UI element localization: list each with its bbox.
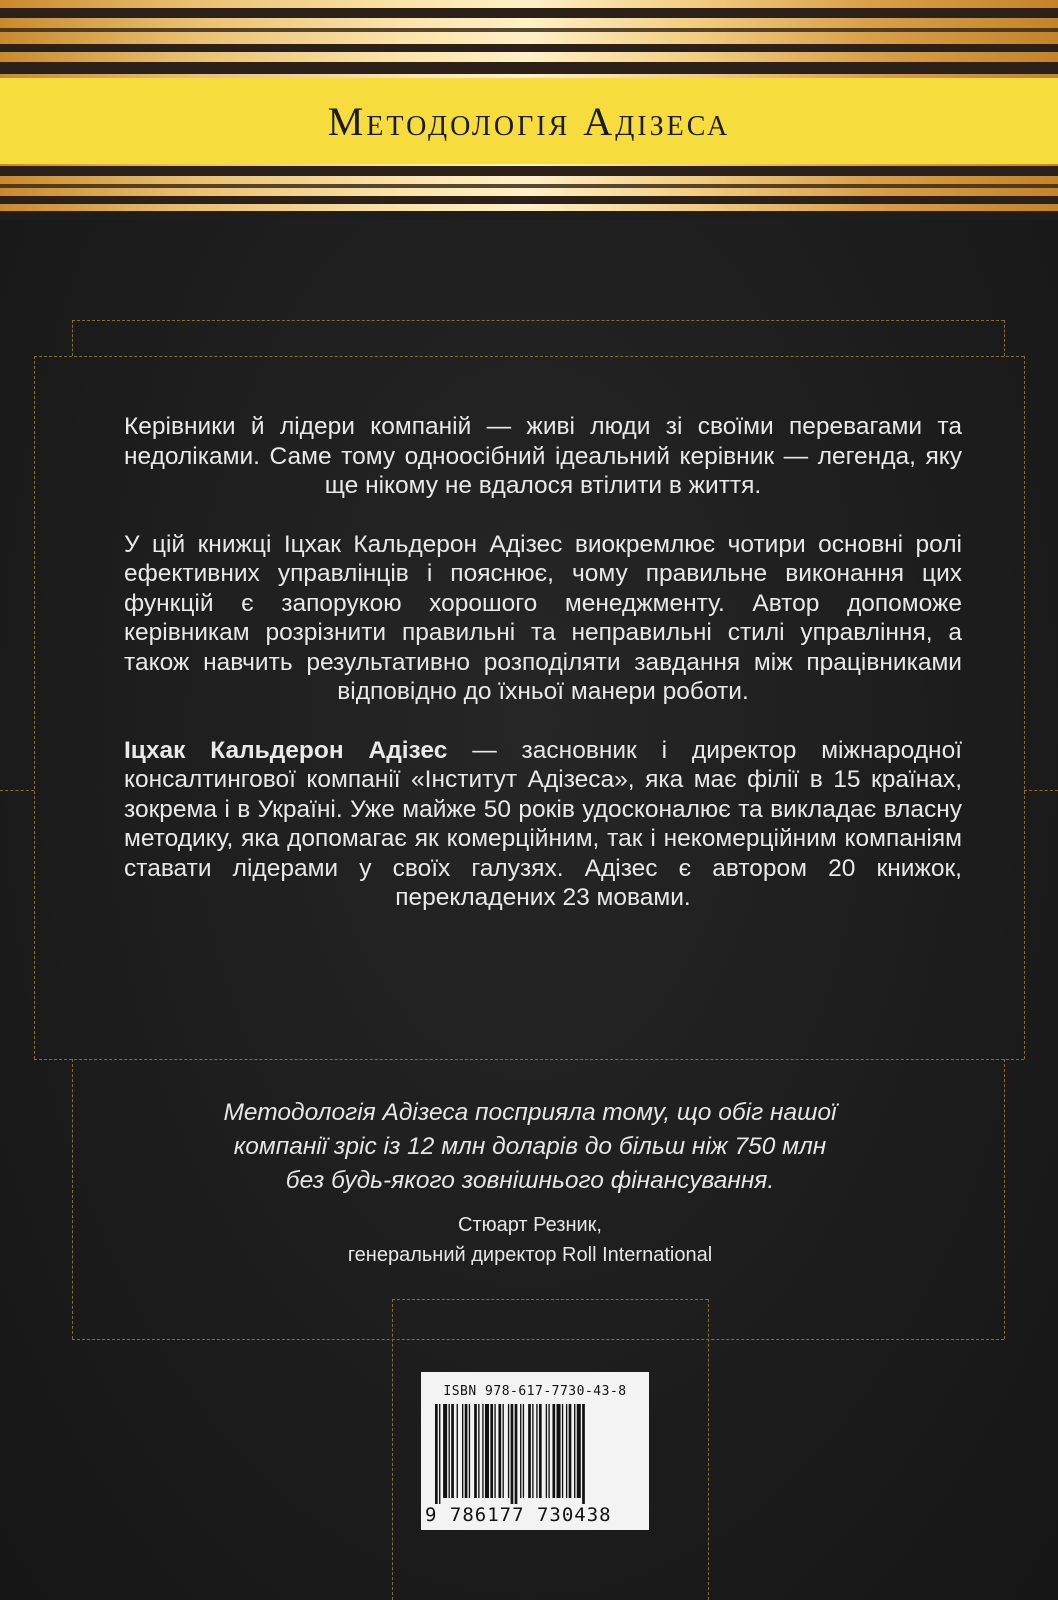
author-bio-paragraph: Іцхак Кальдерон Адізес — засновник і директор міжнародної консалтингової компанії «Інститут Адізеса», яка має філії в 15 країнах, зокрема і в Україні. Уже майже 50 років удосконалює та викладає власну методику, яка допомагає як комерційним, так і некомерційним компаніям ставати лідерами у своїх галузях. Адізес є автором 20 книжок, перекладених 23 мовами. xyxy=(124,736,962,911)
description-paragraph: Керівники й лідери компаній — живі люди зі своїми перевагами та недоліками. Саме тому одноосібний ідеальний керівник — легенда, яку ще нікому не вдалося втілити в життя. xyxy=(124,413,962,499)
quote-line: без будь-якого зовнішнього фінансування. xyxy=(285,1167,775,1194)
barcode-bar xyxy=(577,1404,581,1498)
barcode-bar xyxy=(469,1404,470,1498)
barcode-bar xyxy=(485,1404,489,1498)
barcode-bar xyxy=(474,1404,477,1498)
testimonial-quote xyxy=(100,1096,960,1198)
barcode-bar xyxy=(478,1404,479,1498)
barcode-bar xyxy=(482,1404,483,1498)
barcode-bar xyxy=(494,1404,495,1498)
barcode-bar xyxy=(532,1404,533,1498)
barcode-bar xyxy=(449,1404,450,1498)
barcode-bar xyxy=(515,1404,518,1504)
barcode-bar xyxy=(536,1404,537,1498)
barcode-bar xyxy=(574,1404,575,1498)
barcode-bar xyxy=(435,1404,438,1504)
isbn-number: ISBN 978-617-7730-43-8 xyxy=(443,1384,627,1399)
barcode-bar xyxy=(569,1404,572,1498)
barcode-bar xyxy=(439,1404,440,1504)
barcode-bars xyxy=(435,1404,635,1504)
description-paragraph: У цій книжці Іцхак Кальдерон Адізес виокремлює чотири основні ролі ефективних управлінців і пояснює, чому правильне виконання цих функцій є запорукою хорошого менеджменту. Автор допоможе керівникам розрізнити правильні та неправильні стилі управління, а також навчить результативно розподіляти завдання між працівниками відповідно до їхньої манери роботи. xyxy=(124,530,962,705)
barcode-bar xyxy=(562,1404,563,1498)
barcode-bar xyxy=(503,1404,504,1498)
author-name: Іцхак Кальдерон Адізес xyxy=(124,736,448,764)
barcode-bar xyxy=(539,1404,542,1498)
ean-digits: 9 786177 730438 xyxy=(425,1504,612,1526)
series-title-bar xyxy=(0,78,1058,164)
barcode-bar xyxy=(511,1404,514,1504)
barcode-bar xyxy=(462,1404,463,1498)
series-title: Методологія Адізеса xyxy=(327,98,731,144)
barcode-bar xyxy=(566,1404,567,1498)
barcode-bar xyxy=(451,1404,454,1498)
barcode-bar xyxy=(465,1404,468,1498)
barcode-bar xyxy=(490,1404,493,1498)
quote-attribution xyxy=(100,1210,960,1270)
barcode-bar xyxy=(552,1404,555,1498)
quote-author-title: генеральний директор Roll International xyxy=(347,1244,713,1266)
quote-line: компанії зріс із 12 млн доларів до більш ніж 750 млн xyxy=(233,1133,827,1160)
barcode-bar xyxy=(548,1404,549,1498)
description-block xyxy=(124,412,962,942)
barcode-bar xyxy=(528,1404,531,1498)
barcode-bar xyxy=(546,1404,547,1498)
quote-author: Стюарт Резник, xyxy=(458,1214,602,1236)
barcode-bar xyxy=(582,1404,585,1504)
barcode-bar xyxy=(443,1404,447,1498)
isbn-barcode xyxy=(421,1372,649,1530)
barcode-bar xyxy=(557,1404,561,1498)
barcode-bar xyxy=(523,1404,524,1498)
barcode-bar xyxy=(498,1404,501,1498)
barcode-bar xyxy=(520,1404,521,1498)
quote-line: Методологія Адізеса посприяла тому, що обіг нашої xyxy=(223,1099,837,1126)
barcode-bar xyxy=(457,1404,458,1498)
barcode-bar xyxy=(508,1404,509,1498)
